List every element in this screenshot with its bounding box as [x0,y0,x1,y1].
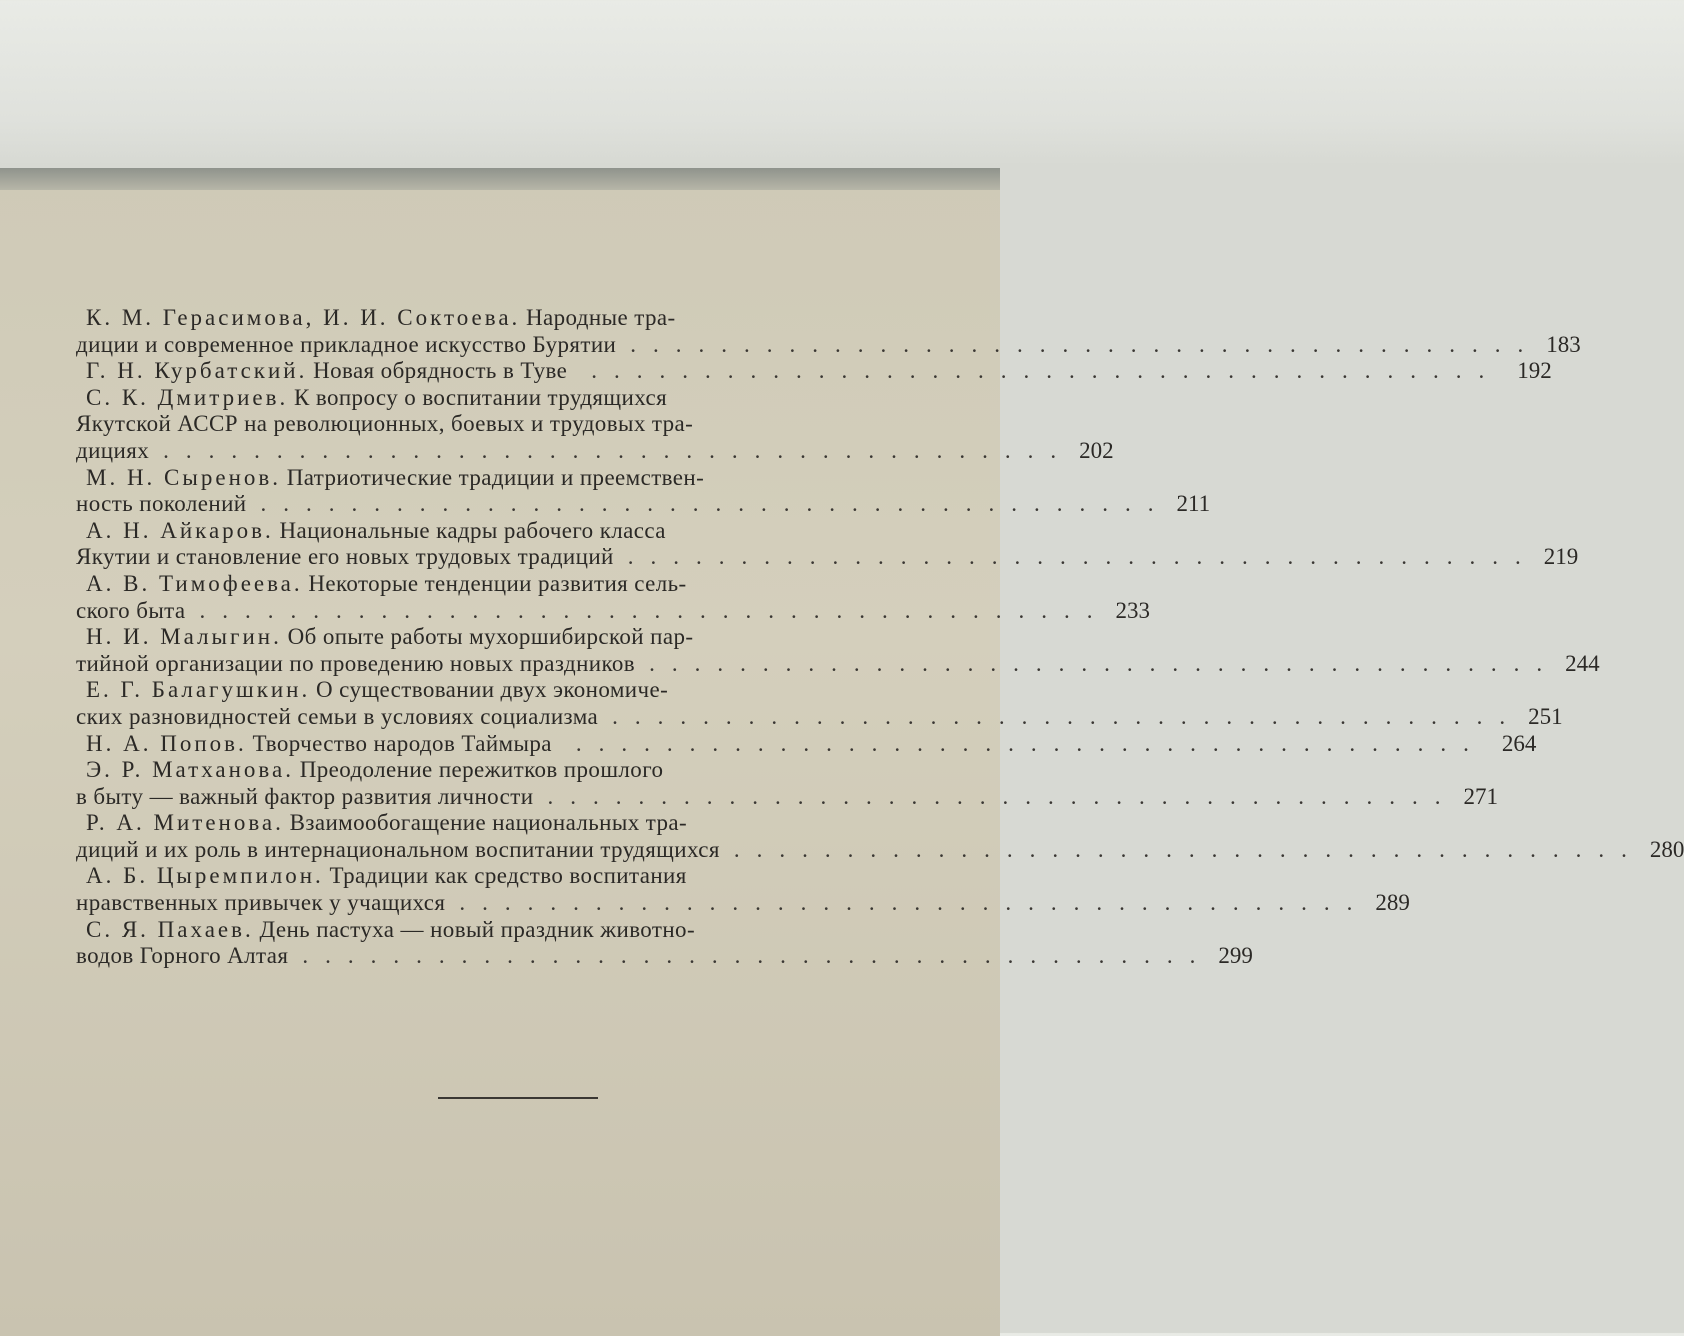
toc-author: М. Н. Сыренов. [86,464,281,490]
toc-author: Е. Г. Балагушкин. [86,677,311,703]
leader-dots: ........................................ [302,943,1213,969]
leader-dots: ........................................ [459,890,1370,916]
toc-author: Г. Н. Курбатский. [86,358,308,384]
toc-author: А. В. Тимофеева. [86,570,303,596]
leader-dots: ........................................ [547,783,1458,809]
toc-title-text: Творчество народов Таймыра [252,730,552,756]
toc-title-text: Народные тра- [526,305,676,330]
toc-title-text: О существовании двух экономиче- [316,677,669,703]
toc-author: С. Я. Пахаев. [86,916,254,942]
toc-entry-line [76,810,946,837]
page-top-edge [0,168,1000,190]
leader-dots: ........................................ [575,730,1486,756]
end-rule [438,1097,598,1099]
toc-entry [76,863,1410,916]
toc-entry [76,464,1211,518]
toc-page-number: 219 [1543,544,1579,570]
toc-title-text: в быту — важный фактор развития личности [76,783,534,809]
toc-page-number: 244 [1565,650,1600,676]
toc-entry [76,757,1498,810]
toc-page-number: 271 [1463,783,1498,809]
toc-entry-last-line [76,783,1498,811]
table-of-contents [76,305,1684,970]
toc-entry [76,358,1552,385]
toc-author: А. Н. Айкаров. [86,517,274,543]
toc-page-number: 233 [1115,597,1151,623]
toc-title-text: Взаимообогащение национальных тра- [289,810,688,836]
toc-author: Н. И. Малыгин. [86,624,282,650]
toc-title-text: Национальные кадры рабочего класса [279,517,666,543]
toc-entry-last-line [76,358,1552,385]
leader-dots: ........................................ [733,836,1644,862]
toc-title-text: тийной организации по проведению новых праздников [76,650,636,676]
toc-title-text: водов Горного Алтая [76,943,289,969]
toc-author: А. Б. Цыремпилон. [86,863,324,889]
toc-title-text: ского быта [76,597,186,623]
toc-entry [76,384,1114,465]
toc-author: Н. А. Попов. [86,730,247,756]
toc-entry-line [76,465,946,492]
toc-title-text: Патриотические традиции и преемствен- [286,464,705,490]
toc-entry-last-line [76,331,1581,359]
toc-author: С. К. Дмитриев. [86,384,289,410]
toc-entry-last-line [76,437,1114,465]
toc-entry-line [76,624,946,651]
toc-entry-last-line [76,836,1684,864]
leader-dots: ........................................ [630,331,1541,357]
leader-dots: ........................................ [163,437,1074,463]
toc-entry-line [76,518,946,545]
toc-entry [76,916,1253,970]
toc-page-number: 264 [1501,730,1537,756]
toc-title-text: Якутии и становление его новых трудовых традиций [76,544,614,570]
toc-entry [76,677,1563,730]
toc-title-text: К вопросу о воспитании трудящихся [293,384,668,410]
toc-title-text: День пастуха — новый праздник животно- [259,916,696,942]
toc-page-number: 183 [1546,331,1581,357]
toc-title-text: Якутской АССР на революционных, боевых и трудовых тра- [76,411,694,437]
toc-entry-last-line [76,730,1537,758]
leader-dots: ........................................ [260,491,1171,517]
toc-entry-line [76,917,946,944]
toc-title-text: ность поколений [76,491,247,517]
toc-entry-last-line [76,597,1151,625]
toc-entry-line [76,411,946,438]
toc-entry-last-line [76,650,1600,678]
toc-entry [76,570,1151,624]
toc-entry [76,624,1600,677]
leader-dots: ........................................ [627,544,1538,570]
toc-entry [76,517,1579,571]
toc-entry [76,730,1537,758]
toc-entry [76,810,1684,863]
toc-title-text: дициях [76,437,150,463]
toc-entry-last-line [76,544,1579,571]
toc-title-text: Об опыте работы мухоршибирской пар- [287,624,694,650]
toc-title-text: Некоторые тенденции развития сель- [308,570,687,596]
leader-dots: ........................................ [649,650,1560,676]
toc-title-text: Преодоление пережитков прошлого [299,757,664,783]
toc-title-text: Традиции как средство воспитания [329,863,687,889]
toc-title-text: диций и их роль в интернациональном воспитании трудящихся [76,836,720,862]
toc-entry-line [76,863,946,890]
toc-page-number: 202 [1079,437,1114,463]
toc-page-number: 299 [1218,943,1253,969]
toc-title-text: диции и современное прикладное искусство Бурятии [76,331,617,357]
toc-page-number: 289 [1375,890,1410,916]
toc-title-text: нравственных привычек у учащихся [76,890,446,916]
toc-author: К. М. Герасимова, И. И. Соктоева. [86,305,521,330]
toc-page-number: 211 [1176,491,1211,517]
toc-entry-line [76,677,946,704]
toc-author: Р. А. Митенова. [86,810,284,836]
toc-entry-line [76,757,946,784]
toc-title-text: ских разновидностей семьи в условиях социализма [76,703,599,729]
toc-entry-last-line [76,943,1253,970]
toc-entry-last-line [76,491,1211,518]
leader-dots: ........................................ [199,597,1110,623]
toc-entry-line [76,571,946,598]
toc-page-number: 251 [1528,703,1563,729]
toc-title-text: Новая обрядность в Туве [313,358,568,384]
toc-entry-last-line [76,703,1563,731]
toc-page-number: 192 [1517,358,1552,384]
leader-dots: ........................................ [591,358,1502,384]
toc-entry-last-line [76,890,1410,917]
toc-entry [76,305,1581,358]
toc-author: Э. Р. Матханова. [86,757,294,783]
toc-page-number: 280 [1649,836,1684,862]
leader-dots: ........................................ [612,703,1523,729]
toc-entry-line [76,305,946,332]
toc-entry-line [76,385,946,412]
